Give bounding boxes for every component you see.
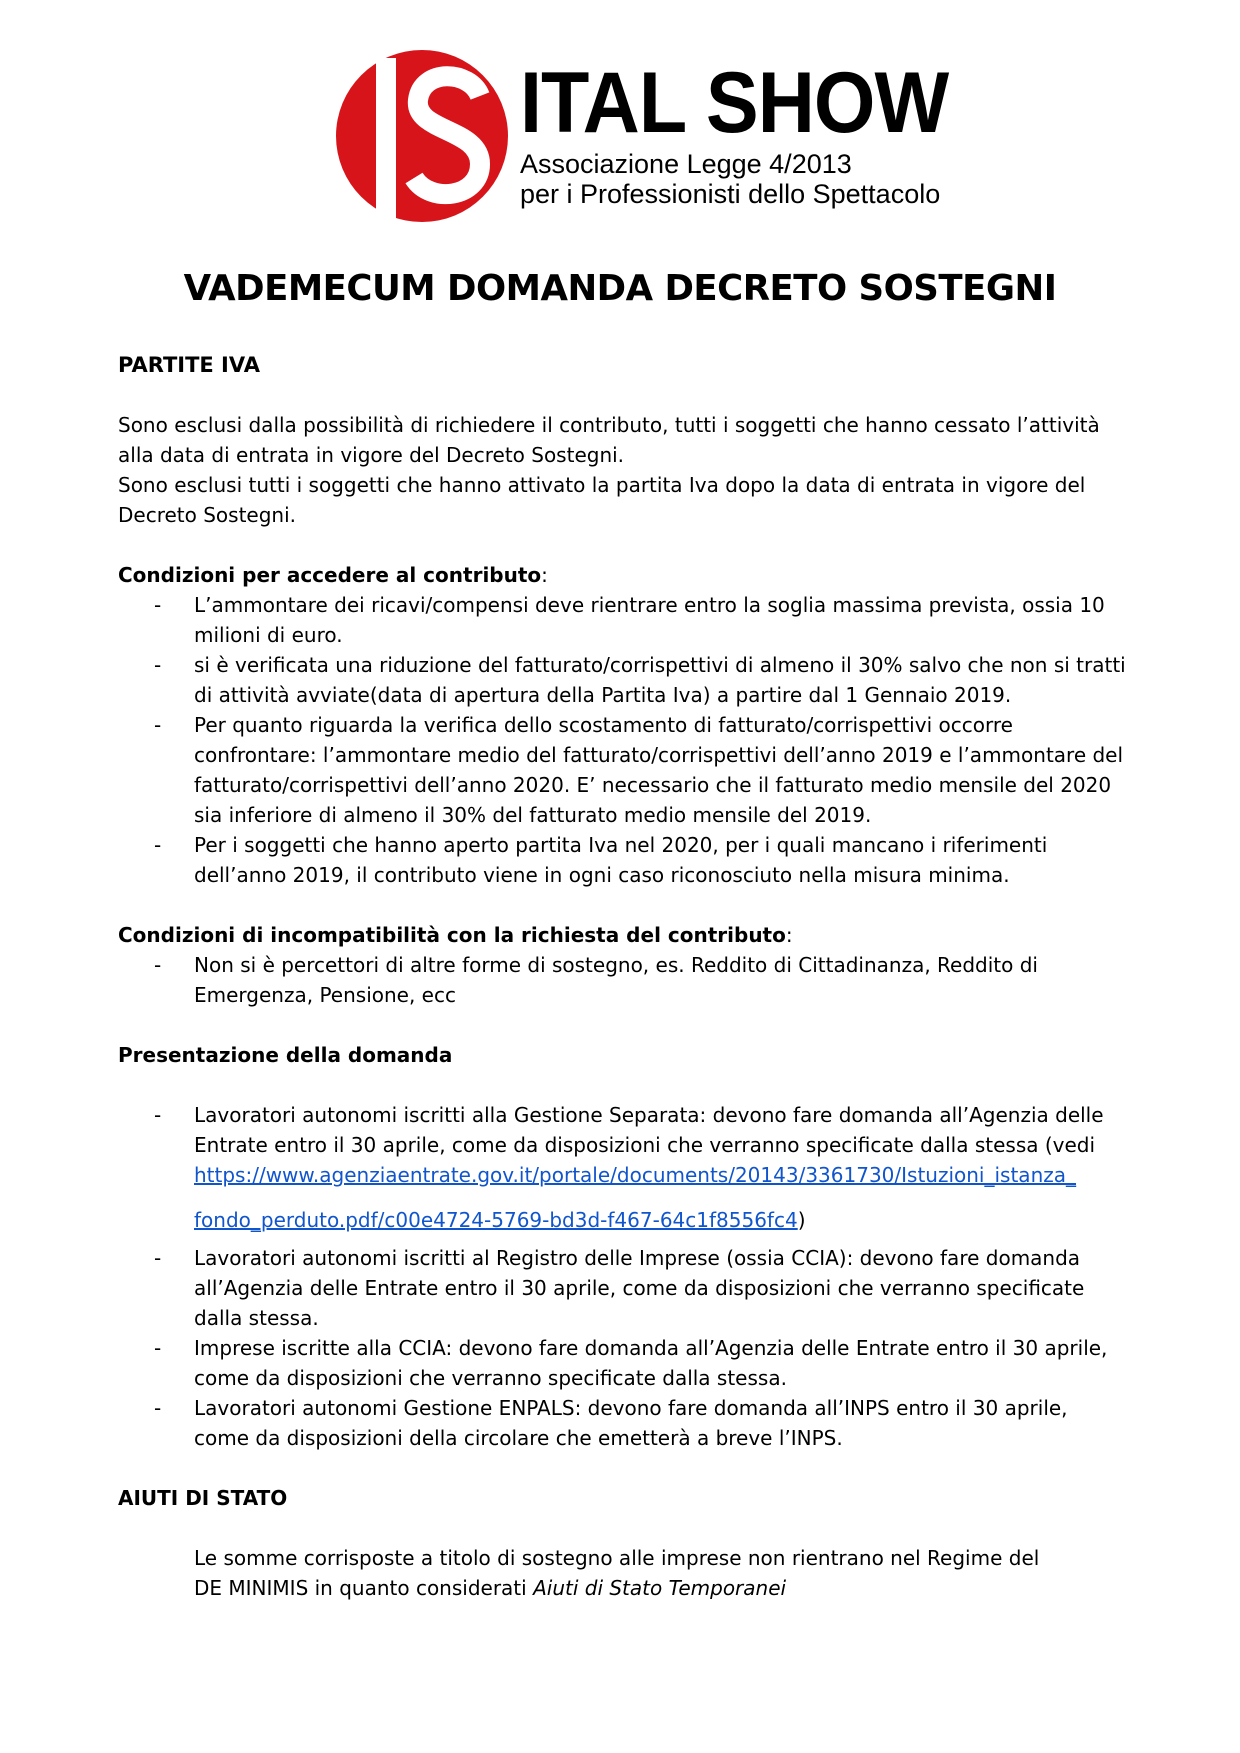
document-body <box>118 350 1128 1603</box>
list-item: - Per quanto riguarda la verifica dello scostamento di fatturato/corrispettivi occorre confrontare: l’ammontare medio del fatturato/corrispettivi dell’anno 2019 e l’ammontare del fatturato/corrispettivi dell’anno 2020. E’ necessario che il fatturato medio mensile del 2020 sia inferiore di almeno il 30% del fatturato medio mensile del 2019. <box>118 710 1128 830</box>
aiuti-text-line-2 <box>118 1573 1128 1603</box>
brand-name: ITAL SHOW <box>520 55 949 151</box>
paren-close: ) <box>797 1208 806 1232</box>
instructions-link-part-2[interactable]: fondo_perduto.pdf/c00e4724-5769-bd3d-f467-64c1f8556fc4 <box>194 1208 798 1232</box>
list-item <box>118 1100 1128 1235</box>
conditions-heading: Condizioni per accedere al contributo <box>118 563 542 587</box>
list-item: - Lavoratori autonomi Gestione ENPALS: devono fare domanda all’INPS entro il 30 aprile, come da disposizioni della circolare che emetterà a breve l’INPS. <box>118 1393 1128 1453</box>
document-title: VADEMECUM DOMANDA DECRETO SOSTEGNI <box>183 268 1057 309</box>
incompatibility-heading-line: Condizioni di incompatibilità con la richiesta del contributo: <box>118 923 793 947</box>
presentation-list <box>118 1100 1128 1453</box>
list-item: - L’ammontare dei ricavi/compensi deve rientrare entro la soglia massima prevista, ossia 10 milioni di euro. <box>118 590 1128 650</box>
conditions-heading-line: Condizioni per accedere al contributo: <box>118 563 548 587</box>
presentation-heading: Presentazione della domanda <box>118 1043 453 1067</box>
incompatibility-heading: Condizioni di incompatibilità con la richiesta del contributo <box>118 923 786 947</box>
list-item: - Per i soggetti che hanno aperto partita Iva nel 2020, per i quali mancano i riferimenti dell’anno 2019, il contributo viene in ogni caso riconosciuto nella misura minima. <box>118 830 1128 890</box>
list-item: - Non si è percettori di altre forme di sostegno, es. Reddito di Cittadinanza, Reddito di Emergenza, Pensione, ecc <box>118 950 1128 1010</box>
aiuti-italic-term: Aiuti di Stato Temporanei <box>533 1576 787 1600</box>
list-item: - si è verificata una riduzione del fatturato/corrispettivi di almeno il 30% salvo che non si tratti di attività avviate(data di apertura della Partita Iva) a partire dal 1 Gennaio 2019. <box>118 650 1128 710</box>
ital-show-logo-mark <box>330 48 515 223</box>
presentation-item-1-text: Lavoratori autonomi iscritti alla Gestione Separata: devono fare domanda all’Agenzia delle Entrate entro il 30 aprile, come da disposizioni che verranno specificate dalla stessa (vedi <box>194 1103 1104 1157</box>
brand-tagline-line2: per i Professionisti dello Spettacolo <box>520 179 941 209</box>
list-item: - Imprese iscritte alla CCIA: devono fare domanda all’Agenzia delle Entrate entro il 30 aprile, come da disposizioni che verranno specificate dalla stessa. <box>118 1333 1128 1393</box>
conditions-list <box>118 590 1128 890</box>
aiuti-text-line-2-plain: DE MINIMIS in quanto considerati <box>194 1576 527 1600</box>
section-heading-partite-iva: PARTITE IVA <box>118 353 260 377</box>
partite-iva-paragraph-2: Sono esclusi tutti i soggetti che hanno attivato la partita Iva dopo la data di entrata in vigore del Decreto Sostegni. <box>118 473 1086 527</box>
brand-tagline-line1: Associazione Legge 4/2013 <box>520 149 852 179</box>
ital-show-logo <box>330 48 949 223</box>
aiuti-heading: AIUTI DI STATO <box>118 1486 288 1510</box>
instructions-link-part-1[interactable]: https://www.agenziaentrate.gov.it/portale/documents/20143/3361730/Istuzioni_istanza_ <box>194 1163 1076 1187</box>
list-item: - Lavoratori autonomi iscritti al Registro delle Imprese (ossia CCIA): devono fare domanda all’Agenzia delle Entrate entro il 30 aprile, come da disposizioni che verranno specificate dalla stessa. <box>118 1243 1128 1333</box>
instructions-link-line-2 <box>194 1205 806 1235</box>
incompatibility-list <box>118 950 1128 1010</box>
aiuti-text-line-1: Le somme corrisposte a titolo di sostegno alle imprese non rientrano nel Regime del <box>194 1546 1040 1570</box>
partite-iva-paragraph-1: Sono esclusi dalla possibilità di richiedere il contributo, tutti i soggetti che hanno cessato l’attività alla data di entrata in vigore del Decreto Sostegni. <box>118 413 1100 467</box>
